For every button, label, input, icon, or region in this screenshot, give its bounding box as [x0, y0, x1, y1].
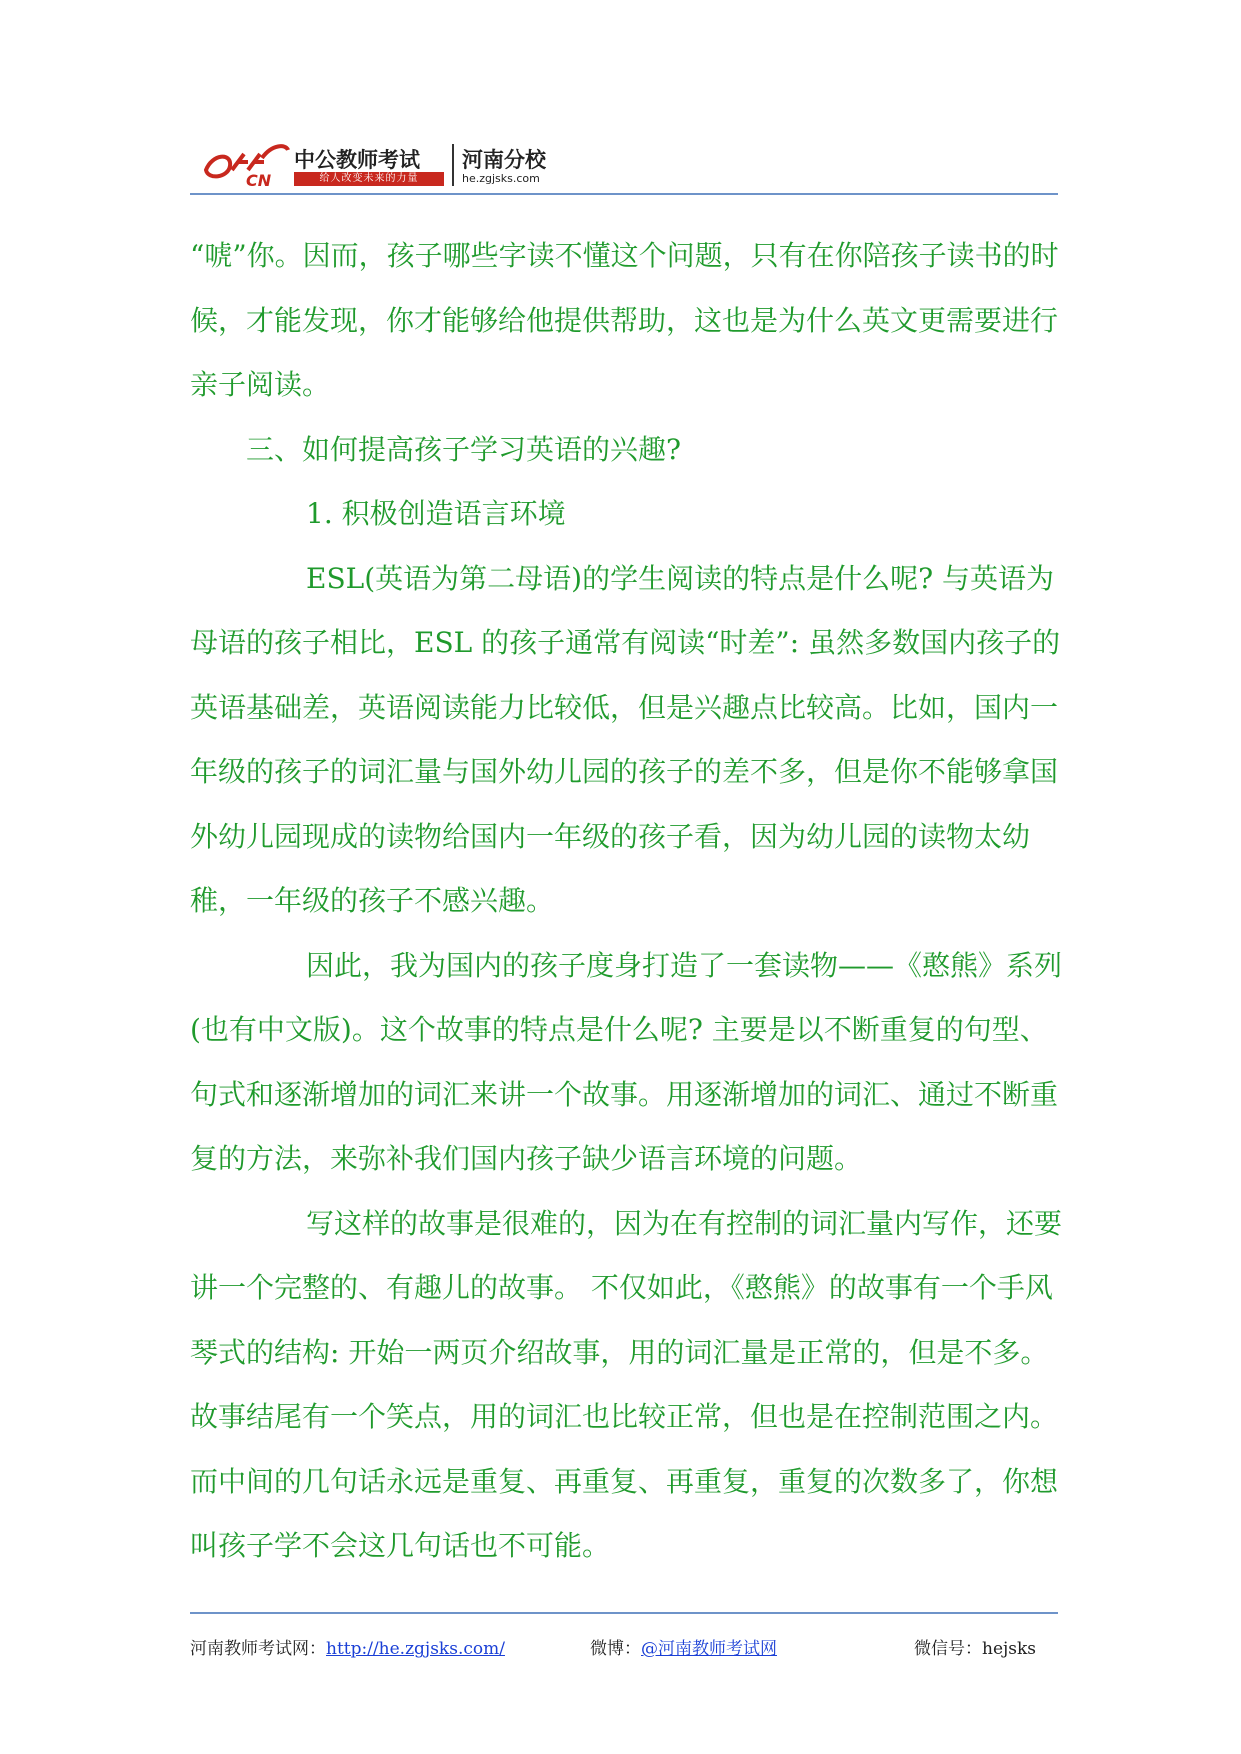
logo-url: he.zgjsks.com: [462, 172, 540, 185]
page-footer: [190, 1634, 1060, 1664]
footer-weibo: [590, 1634, 777, 1659]
offcn-logo-mark: [202, 140, 292, 190]
footer-site-link[interactable]: http://he.zgjsks.com/: [326, 1639, 505, 1659]
logo-name: 中公教师考试: [294, 148, 420, 172]
paragraph: 因此，我为国内的孩子度身打造了一套读物——《憨熊》系列(也有中文版)。这个故事的特点是什么呢? 主要是以不断重复的句型、句式和逐渐增加的词汇来讲一个故事。用逐渐增加的词汇、通过不断重复的方法，来弥补我们国内孩子缺少语言环境的问题。: [190, 948, 1063, 1175]
paragraph: “唬”你。因而，孩子哪些字读不懂这个问题，只有在你陪孩子读书的时候，才能发现，你才能够给他提供帮助，这也是为什么英文更需要进行亲子阅读。: [190, 239, 1059, 401]
footer-divider: [190, 1612, 1058, 1614]
svg-text:CN: CN: [246, 171, 272, 190]
article-body: [190, 224, 1070, 1579]
logo-slogan: 给人改变未来的力量: [294, 172, 444, 186]
footer-weibo-link[interactable]: @河南教师考试网: [641, 1639, 777, 1659]
section-heading: 三、如何提高孩子学习英语的兴趣?: [246, 432, 682, 466]
logo-branch: 河南分校: [462, 148, 546, 172]
footer-wechat-label: 微信号：: [914, 1639, 982, 1659]
footer-wechat-id: hejsks: [982, 1639, 1037, 1659]
footer-wechat: [914, 1634, 1036, 1659]
offcn-logo: [202, 138, 622, 192]
logo-divider: [452, 144, 454, 186]
paragraph: 写这样的故事是很难的，因为在有控制的词汇量内写作，还要讲一个完整的、有趣儿的故事。 不仅如此，《憨熊》的故事有一个手风琴式的结构: 开始一两页介绍故事，用的词汇量是正常的，但是不多。故事结尾有一个笑点，用的词汇也比较正常，但也是在控制范围之内。而中间的几句话永远是重复、再重复、再重复，重复的次数多了，你想叫孩子学不会这几句话也不可能。: [190, 1206, 1063, 1562]
footer-site: [190, 1634, 505, 1659]
subsection-heading: 1. 积极创造语言环境: [306, 497, 566, 530]
paragraph: ESL(英语为第二母语)的学生阅读的特点是什么呢? 与英语为母语的孩子相比，ESL 的孩子通常有阅读“时差”: 虽然多数国内孩子的英语基础差，英语阅读能力比较低，但是兴趣点比较高。比如，国内一年级的孩子的词汇量与国外幼儿园的孩子的差不多，但是你不能够拿国外幼儿园现成的读物给国内一年级的孩子看，因为幼儿园的读物太幼稚，一年级的孩子不感兴趣。: [190, 561, 1061, 917]
footer-site-label: 河南教师考试网：: [190, 1639, 326, 1659]
footer-weibo-label: 微博：: [590, 1639, 641, 1659]
page-header: [190, 130, 1060, 198]
header-divider: [190, 193, 1058, 195]
